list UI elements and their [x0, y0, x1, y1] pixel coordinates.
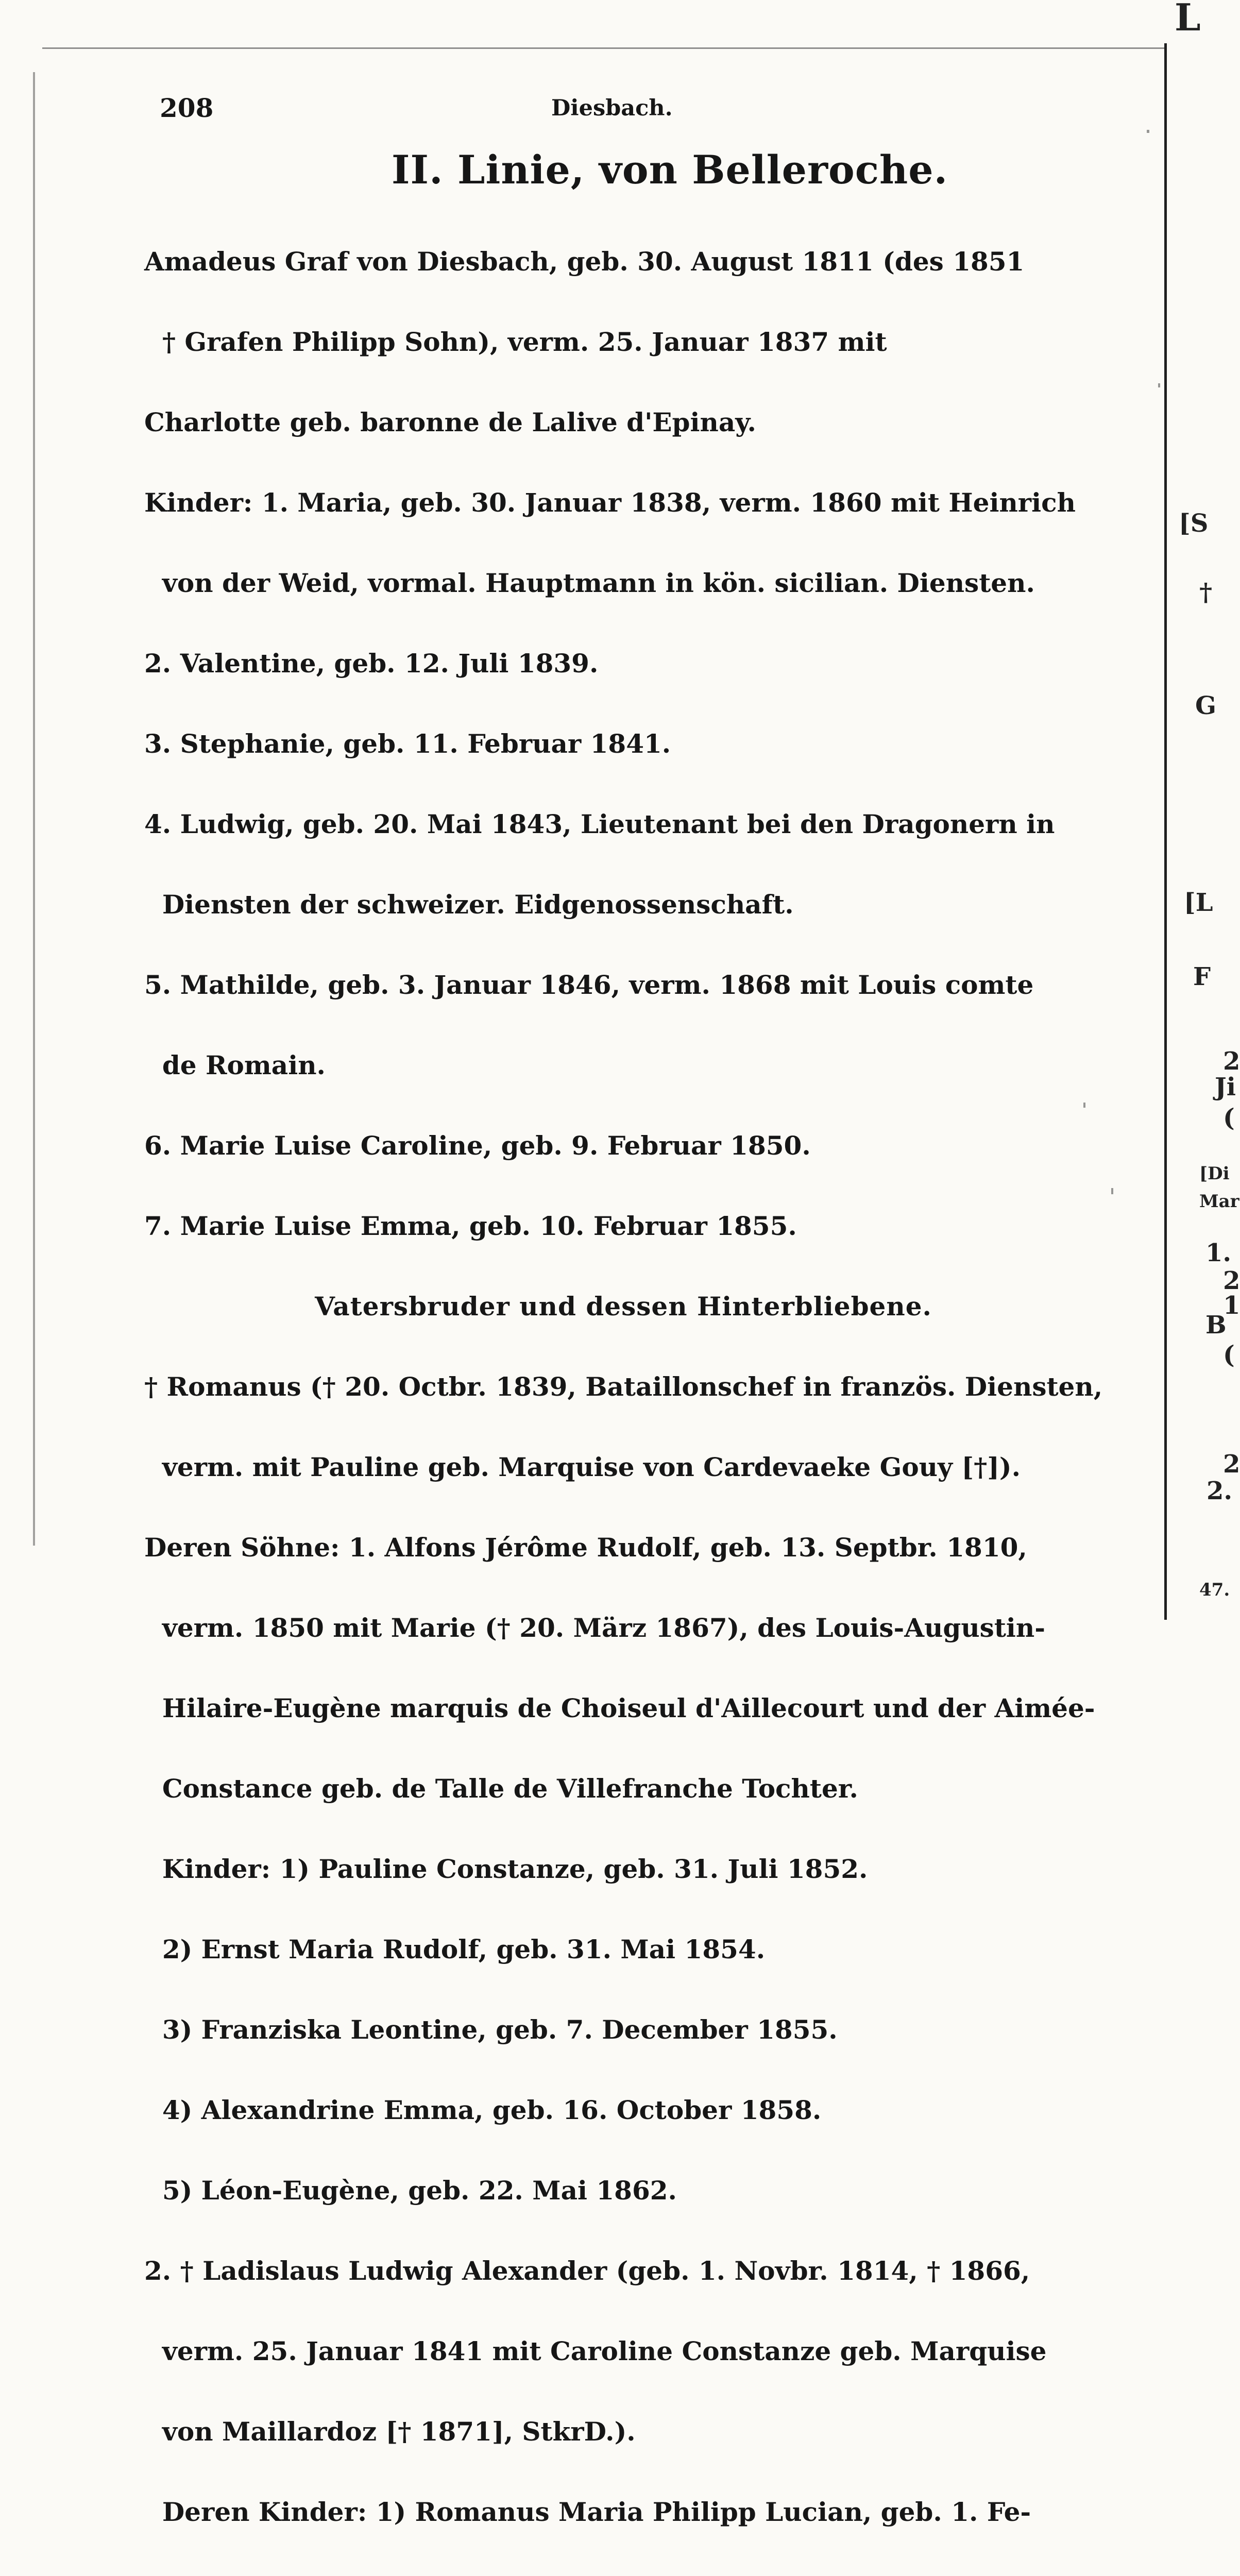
text-line-7: 3. Stephanie, geb. 11. Februar 1841. — [144, 728, 671, 759]
text-line-26: 2. † Ladislaus Ludwig Alexander (geb. 1. Novbr. 1814, † 1866, — [144, 2256, 1030, 2286]
adjacent-page-fragments — [1169, 0, 1240, 1649]
text-line-13: 7. Marie Luise Emma, geb. 10. Februar 1855. — [144, 1211, 797, 1241]
text-line-6: 2. Valentine, geb. 12. Juli 1839. — [144, 648, 599, 679]
text-line-16: verm. mit Pauline geb. Marquise von Cardevaeke Gouy [†]). — [144, 1452, 1021, 1482]
scan-mark-2 — [1158, 383, 1160, 387]
text-line-24: 4) Alexandrine Emma, geb. 16. October 1858. — [144, 2095, 822, 2125]
scan-mark-4 — [1111, 1188, 1113, 1194]
text-line-8: 4. Ludwig, geb. 20. Mai 1843, Lieutenant bei den Dragonern in — [144, 809, 1055, 839]
text-line-28: von Maillardoz [† 1871], StkrD.). — [144, 2416, 636, 2447]
text-line-25: 5) Léon-Eugène, geb. 22. Mai 1862. — [144, 2175, 677, 2206]
text-line-29: Deren Kinder: 1) Romanus Maria Philipp Lucian, geb. 1. Fe- — [144, 2497, 1031, 2527]
genealogy-text — [144, 195, 1102, 2576]
text-line-20: Constance geb. de Talle de Villefranche Tochter. — [144, 1773, 858, 1804]
adjacent-fragment-8: Ji — [1215, 1073, 1236, 1101]
adjacent-fragment-11: Mar — [1199, 1191, 1239, 1212]
text-line-9: Diensten der schweizer. Eidgenossenschaft. — [144, 889, 794, 920]
subheading-hinterbliebene: Vatersbruder und dessen Hinterbliebene. — [315, 1291, 932, 1321]
page-gutter-rule — [1164, 43, 1167, 1620]
text-line-27: verm. 25. Januar 1841 mit Caroline Constanze geb. Marquise — [144, 2336, 1047, 2366]
left-page-edge — [33, 72, 35, 1546]
adjacent-fragment-13: 2 — [1223, 1266, 1240, 1295]
adjacent-fragment-12: 1. — [1205, 1239, 1232, 1267]
adjacent-fragment-4: G — [1195, 691, 1216, 720]
adjacent-fragment-14: 1 — [1223, 1291, 1240, 1320]
adjacent-fragment-6: F — [1193, 962, 1211, 991]
adjacent-fragment-9: ( — [1223, 1104, 1235, 1132]
text-line-23: 3) Franziska Leontine, geb. 7. December 1855. — [144, 2014, 838, 2045]
text-line-21: Kinder: 1) Pauline Constanze, geb. 31. Juli 1852. — [144, 1854, 868, 1884]
adjacent-fragment-5: [L — [1184, 888, 1213, 917]
text-line-17: Deren Söhne: 1. Alfons Jérôme Rudolf, geb. 13. Septbr. 1810, — [144, 1532, 1027, 1563]
text-line-4: Kinder: 1. Maria, geb. 30. Januar 1838, verm. 1860 mit Heinrich — [144, 487, 1076, 518]
adjacent-fragment-16: ( — [1223, 1341, 1235, 1369]
text-line-10: 5. Mathilde, geb. 3. Januar 1846, verm. 1868 mit Louis comte — [144, 970, 1034, 1000]
text-line-11: de Romain. — [144, 1050, 326, 1080]
page-number: 208 — [160, 93, 214, 123]
text-line-1: Amadeus Graf von Diesbach, geb. 30. August 1811 (des 1851 — [144, 246, 1025, 277]
section-title: II. Linie, von Belleroche. — [392, 147, 948, 193]
text-line-5: von der Weid, vormal. Hauptmann in kön. sicilian. Diensten. — [144, 568, 1035, 598]
adjacent-fragment-7: 2 — [1223, 1047, 1240, 1076]
adjacent-fragment-3: † — [1199, 578, 1213, 607]
text-line-12: 6. Marie Luise Caroline, geb. 9. Februar 1850. — [144, 1130, 811, 1161]
text-line-15: † Romanus († 20. Octbr. 1839, Bataillonschef in französ. Diensten, — [144, 1371, 1103, 1402]
text-line-22: 2) Ernst Maria Rudolf, geb. 31. Mai 1854. — [144, 1934, 766, 1964]
adjacent-fragment-19: 47. — [1199, 1580, 1230, 1600]
text-line-2: † Grafen Philipp Sohn), verm. 25. Januar 1837 mit — [144, 327, 887, 357]
running-head: Diesbach. — [551, 95, 673, 121]
adjacent-fragment-15: B — [1205, 1311, 1227, 1340]
adjacent-fragment-2: [S — [1179, 509, 1209, 538]
adjacent-fragment-18: 2. — [1207, 1477, 1233, 1505]
adjacent-fragment-10: [Di — [1199, 1163, 1230, 1184]
adjacent-fragment-17: 2 — [1223, 1450, 1240, 1479]
text-line-18: verm. 1850 mit Marie († 20. März 1867), des Louis-Augustin- — [144, 1613, 1046, 1643]
page-header — [160, 93, 1056, 124]
text-line-19: Hilaire-Eugène marquis de Choiseul d'Aillecourt und der Aimée- — [144, 1693, 1095, 1723]
top-page-rule — [42, 47, 1165, 49]
adjacent-fragment-1: L — [1175, 0, 1201, 39]
text-line-3: Charlotte geb. baronne de Lalive d'Epinay. — [144, 407, 756, 437]
scan-mark-1 — [1147, 130, 1149, 133]
